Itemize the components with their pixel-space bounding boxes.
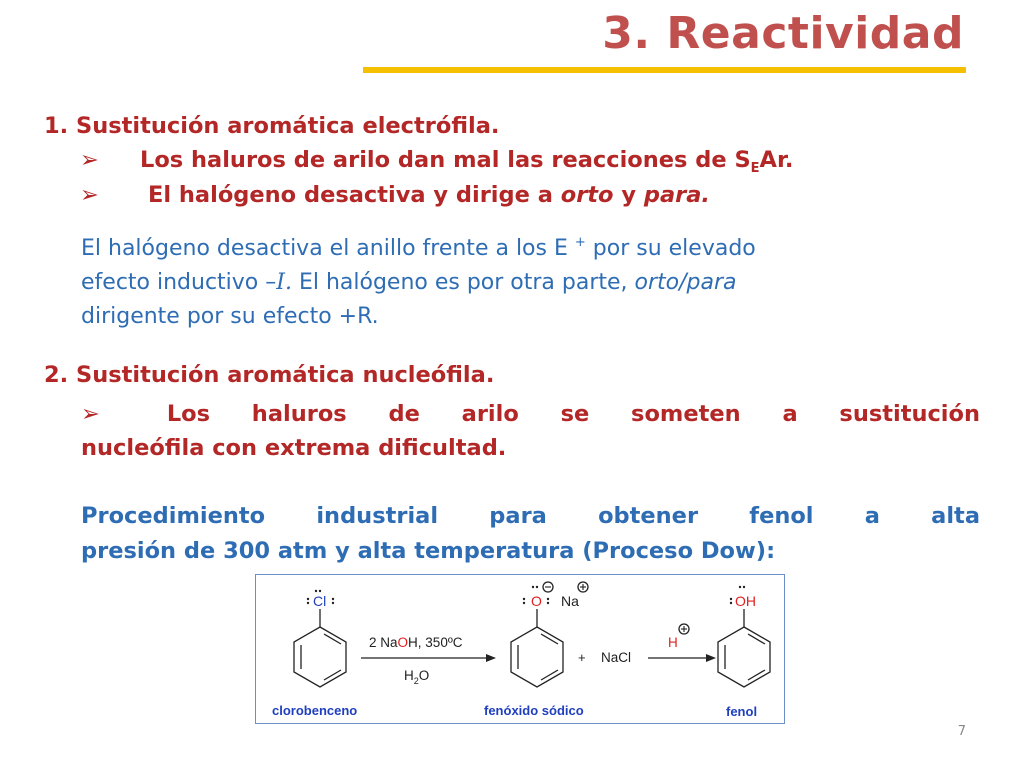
line1-text-end: por su elevado xyxy=(585,236,756,261)
label-chlorobenzene: clorobenceno xyxy=(272,703,358,718)
phenoxide-oxygen-label: O xyxy=(531,593,542,609)
benzene-ring-phenol xyxy=(718,627,770,687)
line2-text: efecto inductivo – xyxy=(81,270,277,295)
section1-bullet2 xyxy=(80,182,710,208)
arrow-bullet-icon: ➢ xyxy=(80,182,99,208)
paragraph-line1 xyxy=(81,226,756,266)
s2-bullet-text: Los haluros de arilo se someten a sustitución xyxy=(166,401,980,427)
dow-line1: Procedimiento industrial para obtener fenol a alta xyxy=(81,503,980,529)
nacl-byproduct: NaCl xyxy=(601,650,632,665)
slide-title: 3. Reactividad xyxy=(602,8,964,59)
benzene-ring-phenoxide xyxy=(511,627,563,687)
chlorine-label: Cl xyxy=(313,593,327,609)
dow-process-scheme xyxy=(255,574,785,724)
acid-proton-label: H xyxy=(668,635,678,650)
page-number: 7 xyxy=(957,724,966,739)
section2-bullet1-line2: nucleófila con extrema dificultad. xyxy=(81,435,507,461)
benzene-ring-chlorobenzene xyxy=(294,627,346,687)
section2-bullet1 xyxy=(81,397,980,465)
section1-bullet1 xyxy=(80,147,793,176)
line1-text: El halógeno desactiva el anillo frente a los E xyxy=(81,236,575,261)
bullet2-mid: y xyxy=(613,182,644,208)
paragraph-line3: dirigente por su efecto +R. xyxy=(81,304,379,329)
arrow-bullet-icon: ➢ xyxy=(81,401,100,427)
bullet2-text: El halógeno desactiva y dirige a xyxy=(148,182,561,208)
reaction-scheme-svg xyxy=(256,575,784,723)
bullet2-para: para. xyxy=(643,182,710,208)
bullet1-text: Los haluros de arilo dan mal las reacciones de S xyxy=(140,147,751,173)
section2-bullet1-line1 xyxy=(81,397,980,431)
reagent-naoh: 2 NaOH, 350ºC xyxy=(369,635,463,650)
bullet2-orto: orto xyxy=(560,182,614,208)
reagent-water: $H_2O$ xyxy=(404,668,430,686)
label-sodium-phenoxide: fenóxido sódico xyxy=(484,703,584,718)
label-phenol: fenol xyxy=(726,704,758,719)
section1-heading: 1. Sustitución aromática electrófila. xyxy=(44,113,500,139)
paragraph-line2 xyxy=(81,266,756,300)
section1-paragraph xyxy=(81,226,756,334)
plus-sign: + xyxy=(578,650,586,665)
line2-mid: El halógeno es por otra parte, xyxy=(291,270,635,295)
sodium-label: Na xyxy=(561,593,579,609)
title-underline xyxy=(363,67,966,73)
phenol-oh-label: OH xyxy=(735,593,756,609)
arrow-bullet-icon: ➢ xyxy=(80,147,99,173)
line2-italic-i: I. xyxy=(276,270,292,295)
dow-line2: presión de 300 atm y alta temperatura (Proceso Dow): xyxy=(81,538,776,564)
section2-heading: 2. Sustitución aromática nucleófila. xyxy=(44,362,495,388)
bullet1-subscript: E xyxy=(750,161,760,176)
dow-process-text xyxy=(81,499,980,569)
line1-sup: + xyxy=(574,235,586,250)
line2-italic: orto/para xyxy=(634,270,737,295)
bullet1-text-end: Ar. xyxy=(759,147,794,173)
